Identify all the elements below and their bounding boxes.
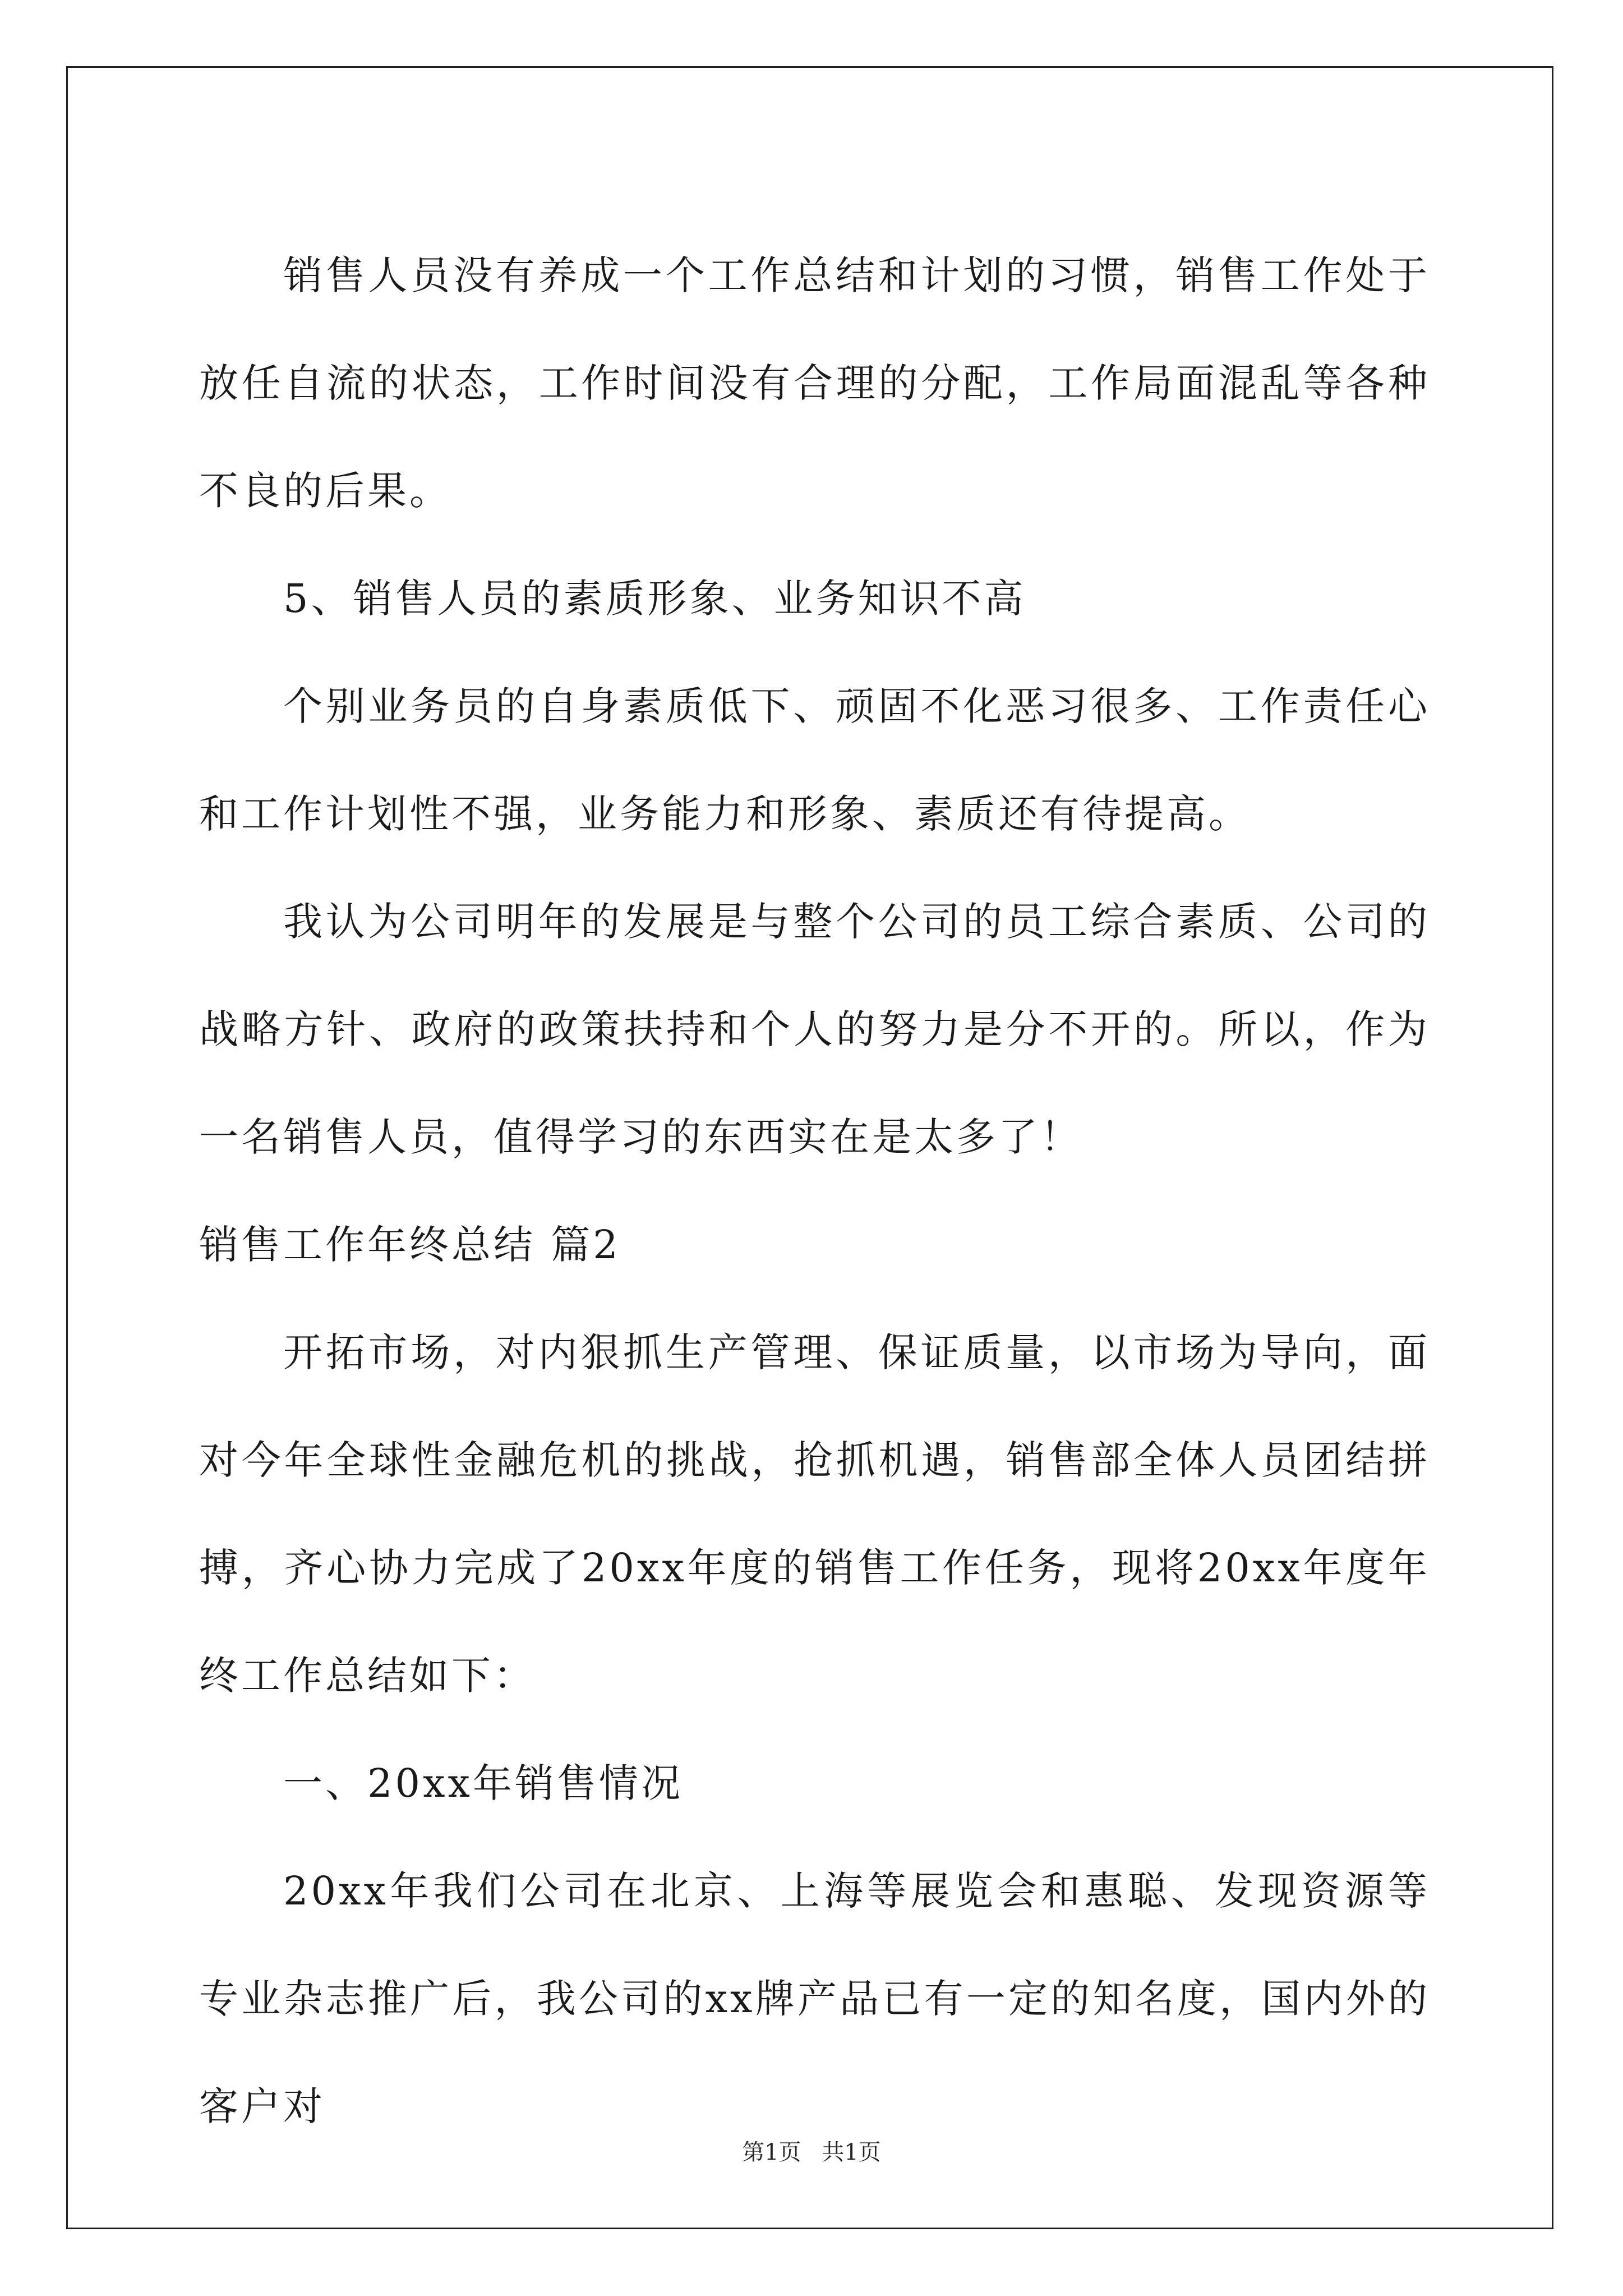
paragraph-sales-habits: 销售人员没有养成一个工作总结和计划的习惯，销售工作处于放任自流的状态，工作时间没有合理的分配，工作局面混乱等各种不良的后果。 [199, 252, 1430, 514]
page-number: 第1页 [742, 2139, 801, 2165]
paragraph-sales-situation: 20xx年我们公司在北京、上海等展览会和惠聪、发现资源等专业杂志推广后，我公司的xx牌产品已有一定的知名度，国内外的客户对 [199, 1868, 1430, 2129]
page-footer [0, 2138, 1623, 2166]
section-heading-sales: 一、20xx年销售情况 [283, 1760, 684, 1806]
paragraph-intro: 开拓市场，对内狠抓生产管理、保证质量，以市场为导向，面对今年全球性金融危机的挑战，抢抓机遇，销售部全体人员团结拼搏，齐心协力完成了20xx年度的销售工作任务，现将20xx年度年终工作总结如下： [199, 1329, 1430, 1699]
paragraph-staff-quality: 个别业务员的自身素质低下、顽固不化恶习很多、工作责任心和工作计划性不强，业务能力和形象、素质还有待提高。 [199, 683, 1430, 837]
document-body [199, 222, 1430, 2160]
paragraph-company-development: 我认为公司明年的发展是与整个公司的员工综合素质、公司的战略方针、政府的政策扶持和个人的努力是分不开的。所以，作为一名销售人员，值得学习的东西实在是太多了！ [199, 899, 1430, 1160]
article-title: 销售工作年终总结 篇2 [199, 1222, 621, 1268]
page-total: 共1页 [822, 2139, 881, 2165]
section-heading-quality: 5、销售人员的素质形象、业务知识不高 [283, 576, 1026, 622]
